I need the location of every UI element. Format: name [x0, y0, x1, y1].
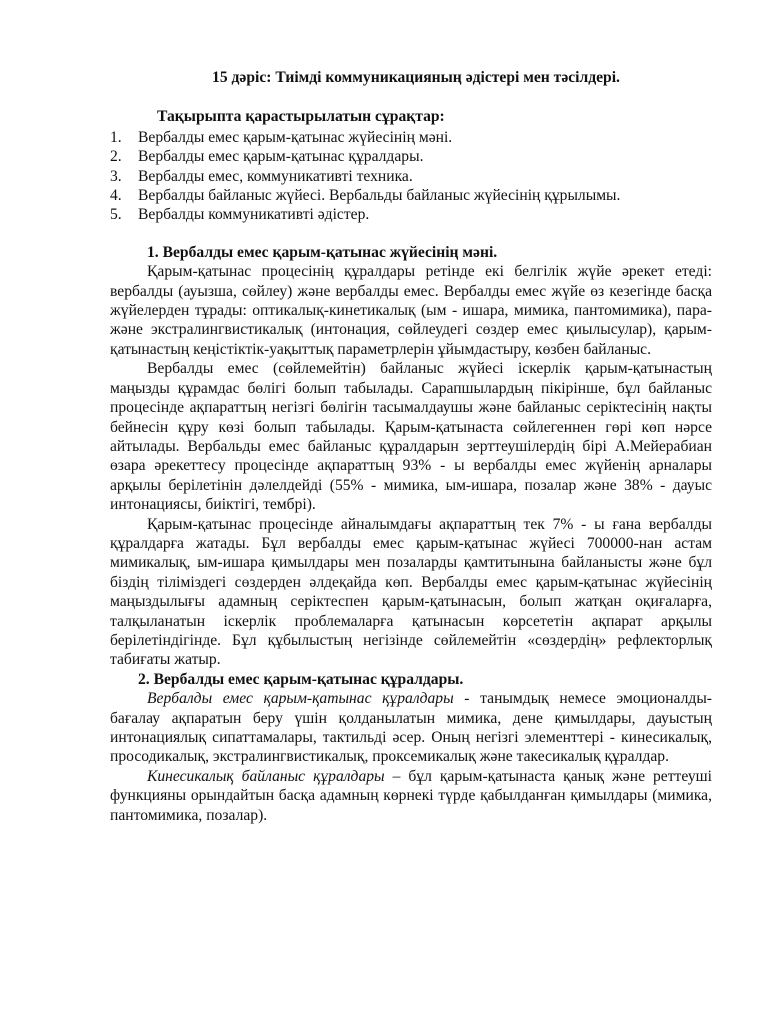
list-item-number: 2. — [110, 148, 122, 166]
list-item-text: Вербалды коммуникативті әдістер. — [138, 206, 370, 224]
list-item — [110, 186, 712, 205]
lecture-title: 15 дәріс: Тиімді коммуникацияның әдістері мен тәсілдері. — [212, 69, 620, 86]
section-2-paragraph-2 — [110, 767, 712, 825]
section-1-paragraph-1: Қарым-қатынас процесінің құралдары ретінде екі белгілік жүйе әрекет етеді: вербалды (ауызша, сөйлеу) және вербалды емес. Вербалды емес жүйе өз кезегінде басқа жүйелерден тұрады: оптикалық-кинетикалық (ым - ишара, мимика, пантомимика), пара-және экстралингвистикалық (интонация, сөйлеудегі сөздер емес қиылысулар), қарым-қатынастың кеңістіктік-уақыттық параметрлерін ұйымдастыру, көзбен байланыс. — [110, 263, 712, 358]
paragraph-text: – бұл қарым-қатынаста қанық және реттеуші функцияны орындайтын басқа адамның көрнекі түрде қабылданған қимылдары (мимика, пантомимика, позалар). — [110, 767, 712, 824]
term-italic: Вербалды емес қарым-қатынас құралдары — [147, 690, 454, 708]
list-item — [110, 128, 712, 147]
paragraph-text: - танымдық немесе эмоционалды-бағалау ақпаратын беру үшін қолданылатын мимика, дене қимылдары, дауыстың интонациялық сипаттамалары, тактильді әсер. Оның негізгі элементтері - кинесикалық, просодикалық, экстралингвистикалық, проксемикалық және такесикалық құралдар. — [110, 690, 712, 766]
list-item-text: Вербалды байланыс жүйесі. Вербальды байланыс жүйесінің құрылымы. — [138, 187, 621, 205]
section-1-heading: 1. Вербалды емес қарым-қатынас жүйесінің мәні. — [147, 243, 498, 261]
list-item — [110, 205, 712, 224]
list-item-text: Вербалды емес, коммуникативті техника. — [138, 167, 413, 185]
list-item-number: 4. — [110, 187, 122, 205]
section-1-paragraph-3: Қарым-қатынас процесінде айналымдағы ақпараттың тек 7% - ы ғана вербалды құралдарға жатады. Бұл вербалды емес қарым-қатынас жүйесі 700000-нан астам мимикалық, ым-ишара қимылдары мен позаларды қамтитынына байланысты және бұл біздің тіліміздегі сөздерден әлдеқайда көп. Вербалды емес қарым-қатынас жүйесінің маңыздылығы адамның серіктеспен қарым-қатынасын, болып жатқан оқиғаларға, талқыланатын іскерлік проблемаларға қатынасын көрсететін ақпарат арқылы берілетіндігінде. Бұл құбылыстың негізінде сөйлемейтін «сөздердің» рефлекторлық табиғаты жатыр. — [110, 515, 712, 669]
list-item — [110, 167, 712, 186]
list-item-text: Вербалды емес қарым-қатынас құралдары. — [138, 148, 424, 166]
list-item-number: 1. — [110, 128, 122, 146]
list-item-number: 3. — [110, 167, 122, 185]
list-item-text: Вербалды емес қарым-қатынас жүйесінің мәні. — [138, 128, 453, 146]
section-2-paragraph-1 — [110, 689, 712, 767]
topics-heading: Тақырыпта қарастырылатын сұрақтар: — [157, 108, 445, 126]
section-2-heading: 2. Вербалды емес қарым-қатынас құралдары. — [138, 670, 464, 688]
topics-list — [110, 128, 712, 225]
list-item — [110, 147, 712, 166]
term-italic: Кинесикалық байланыс құралдары — [147, 767, 385, 785]
section-1-paragraph-2: Вербалды емес (сөйлемейтін) байланыс жүйесі іскерлік қарым-қатынастың маңызды құрамдас бөлігі болып табылады. Сарапшылардың пікірінше, бұл байланыс процесінде ақпараттың негізгі бөлігін тасымалдаушы және байланыс серіктесінің нақты бейнесін құру көзі болып табылады. Қарым-қатынаста сөйлегеннен гөрі көп нәрсе айтылады. Вербальды емес байланыс құралдарын зерттеушілердің бірі А.Мейерабиан өзара әрекеттесу процесінде ақпараттың 93% - ы вербалды емес жүйенің арналары арқылы берілетінін дәлелдейді (55% - мимика, ым-ишара, позалар және 38% - дауыс интонациясы, биіктігі, тембрі). — [110, 360, 712, 514]
list-item-number: 5. — [110, 206, 122, 224]
